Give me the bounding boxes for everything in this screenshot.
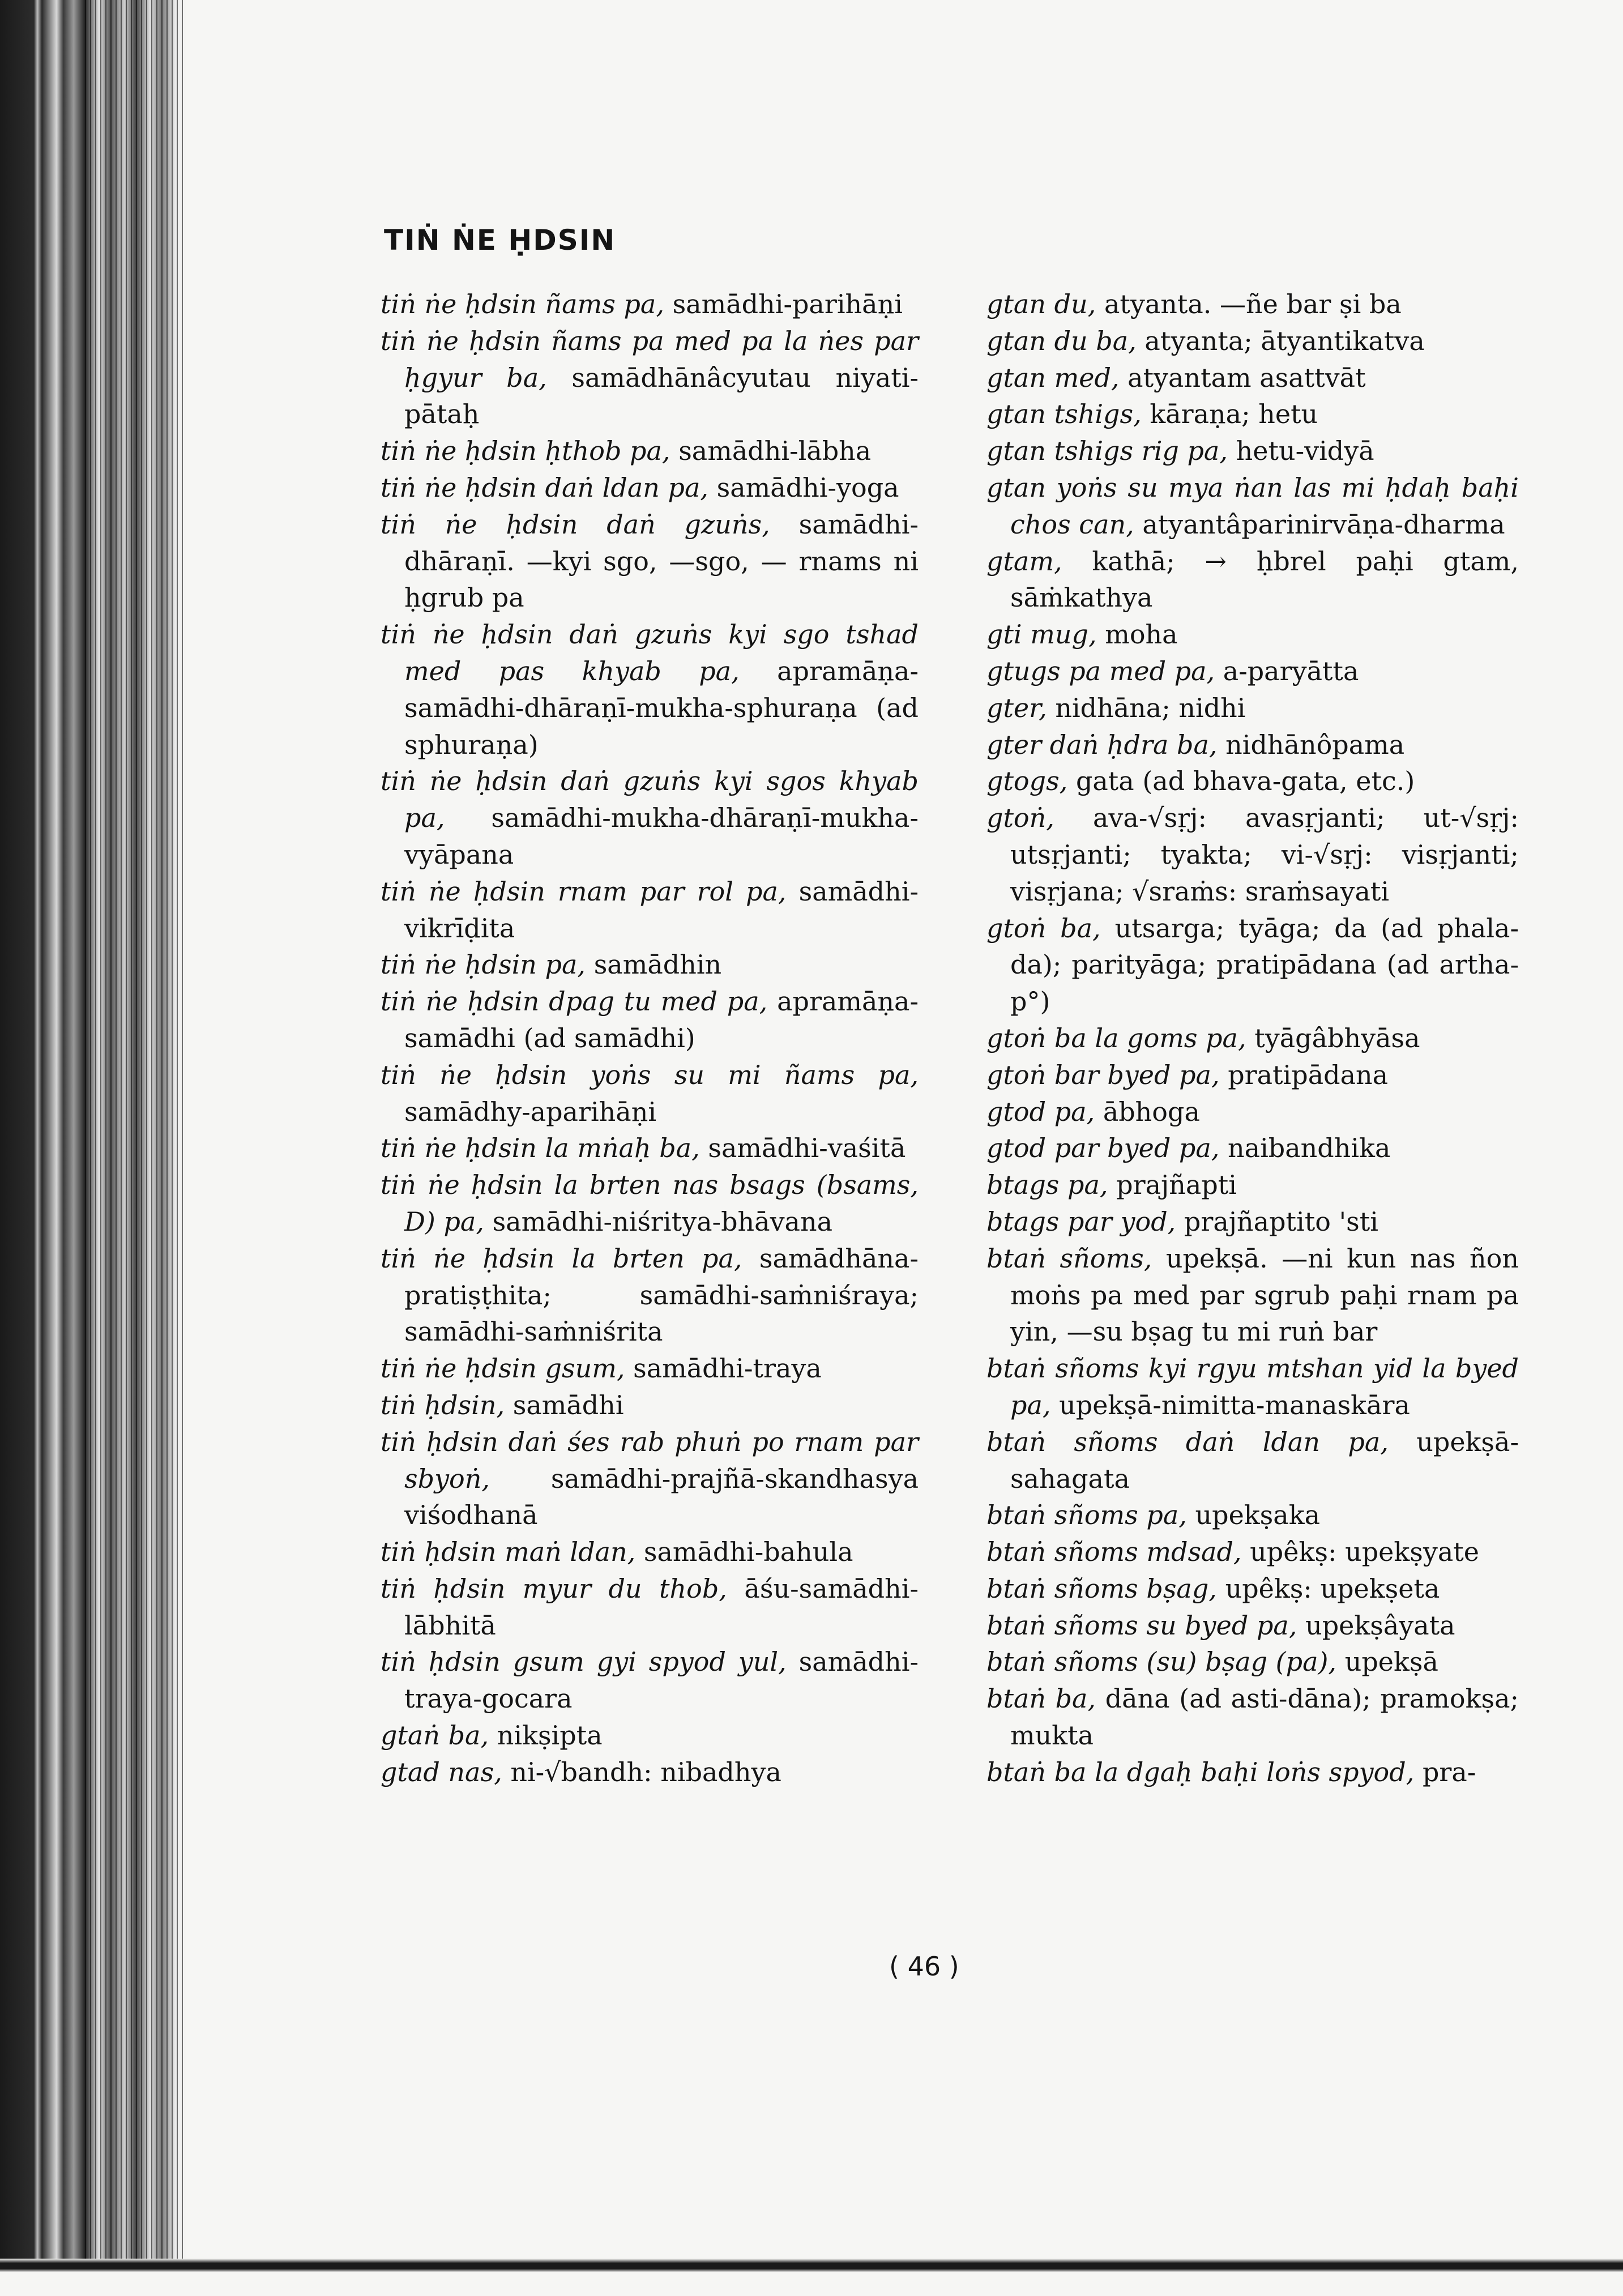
page-edge-lines bbox=[85, 0, 187, 2296]
entry: tiṅ ḥdsin, samādhi bbox=[381, 1389, 624, 1420]
entry: tiṅ ṅe ḥdsin ñams pa, samādhi-parihāṇi bbox=[381, 289, 903, 319]
entry: gter daṅ ḥdra ba, nidhānôpama bbox=[986, 729, 1405, 760]
entry: gtoṅ ba la goms pa, tyāgâbhyāsa bbox=[986, 1022, 1420, 1053]
entry: btaṅ sñoms mdsad, upêkṣ: upekṣyate bbox=[986, 1537, 1479, 1568]
entry: btaṅ sñoms su byed pa, upekṣâyata bbox=[986, 1610, 1455, 1641]
entry: tiṅ ṅe ḥdsin rnam par rol pa, samādhi-vikrīḍita bbox=[381, 876, 919, 944]
entry: gtan tshigs, kāraṇa; hetu bbox=[986, 399, 1318, 430]
entry: tiṅ ṅe ḥdsin la brten nas bsags (bsams, D) pa, samādhi-niśritya-bhāvana bbox=[381, 1170, 919, 1237]
entry: gti mug, moha bbox=[986, 619, 1178, 650]
right-column bbox=[986, 286, 1519, 1791]
entry: gtoṅ bar byed pa, pratipādana bbox=[986, 1059, 1389, 1090]
entry: gtod pa, ābhoga bbox=[986, 1096, 1200, 1127]
entry: gtam, kathā; → ḥbrel paḥi gtam, sāṁkathya bbox=[986, 545, 1519, 613]
entry: tiṅ ṅe ḥdsin la brten pa, samādhāna-pratiṣṭhita; samādhi-saṁniśraya; samādhi-saṁniśrita bbox=[381, 1243, 919, 1347]
entry: btaṅ sñoms kyi rgyu mtshan yid la byed pa, upekṣā-nimitta-manaskāra bbox=[986, 1353, 1519, 1420]
entry: gtan med, atyantam asattvāt bbox=[986, 362, 1366, 393]
entry: tiṅ ṅe ḥdsin daṅ ldan pa, samādhi-yoga bbox=[381, 472, 899, 503]
entry: gtoṅ, ava-√sṛj: avasṛjanti; ut-√sṛj: utsṛjanti; tyakta; vi-√sṛj: visṛjanti; visṛjana; √sraṁs: sraṁsayati bbox=[986, 803, 1519, 907]
entry: tiṅ ṅe ḥdsin gsum, samādhi-traya bbox=[381, 1353, 822, 1384]
entry: btaṅ ba, dāna (ad asti-dāna); pramokṣa; mukta bbox=[986, 1683, 1519, 1751]
entry: btaṅ sñoms bṣag, upêkṣ: upekṣeta bbox=[986, 1573, 1440, 1604]
left-column bbox=[381, 286, 919, 1791]
entry: tiṅ ṅe ḥdsin yoṅs su mi ñams pa, samādhy-aparihāṇi bbox=[381, 1059, 919, 1127]
page-number: ( 46 ) bbox=[889, 1951, 959, 1982]
entry: btaṅ sñoms pa, upekṣaka bbox=[986, 1500, 1320, 1531]
entry: tiṅ ḥdsin myur du thob, āśu-samādhi-lābhitā bbox=[381, 1573, 919, 1641]
entry: btags par yod, prajñaptito 'sti bbox=[986, 1206, 1378, 1237]
entry: tiṅ ḥdsin maṅ ldan, samādhi-bahula bbox=[381, 1537, 853, 1568]
running-head: TIṄ ṄE ḤDSIN bbox=[384, 224, 616, 257]
entry: gtogs, gata (ad bhava-gata, etc.) bbox=[986, 766, 1415, 797]
entry: gter, nidhāna; nidhi bbox=[986, 692, 1246, 723]
entry: tiṅ ḥdsin daṅ śes rab phuṅ po rnam par sbyoṅ, samādhi-prajñā-skandhasya viśodhanā bbox=[381, 1426, 919, 1531]
entry: tiṅ ḥdsin gsum gyi spyod yul, samādhi-traya-gocara bbox=[381, 1646, 919, 1714]
entry: gtan tshigs rig pa, hetu-vidyā bbox=[986, 436, 1374, 467]
entry: tiṅ ṅe ḥdsin la mṅaḥ ba, samādhi-vaśitā bbox=[381, 1133, 906, 1164]
entry: gtan yoṅs su mya ṅan las mi ḥdaḥ baḥi chos can, atyantâparinirvāṇa-dharma bbox=[986, 472, 1519, 540]
entry: btaṅ sñoms (su) bṣag (pa), upekṣā bbox=[986, 1646, 1438, 1678]
entry: gtan du, atyanta. —ñe bar ṣi ba bbox=[986, 289, 1402, 319]
scan-bottom-band bbox=[0, 2259, 1623, 2296]
entry: tiṅ ṅe ḥdsin dpag tu med pa, apramāṇa-samādhi (ad samādhi) bbox=[381, 986, 919, 1053]
entry: btaṅ ba la dgaḥ baḥi loṅs spyod, pra- bbox=[986, 1756, 1476, 1787]
entry: tiṅ ṅe ḥdsin daṅ gzuṅs kyi sgos khyab pa, samādhi-mukha-dhāraṇī-mukha-vyāpana bbox=[381, 766, 919, 870]
entry: tiṅ ṅe ḥdsin daṅ gzuṅs, samādhi-dhāraṇī. —kyi sgo, —sgo, — rnams ni ḥgrub pa bbox=[381, 509, 919, 613]
entry: gtan du ba, atyanta; ātyantikatva bbox=[986, 325, 1425, 356]
entry: gtoṅ ba, utsarga; tyāga; da (ad phala-da); parityāga; pratipādana (ad artha-p°) bbox=[986, 912, 1519, 1017]
entry: btaṅ sñoms, upekṣā. —ni kun nas ñon moṅs pa med par sgrub paḥi rnam pa yin, —su bṣag tu mi ruṅ bar bbox=[986, 1243, 1519, 1347]
entry: tiṅ ṅe ḥdsin daṅ gzuṅs kyi sgo tshad med pas khyab pa, apramāṇa-samādhi-dhāraṇī-mukha-sphuraṇa (ad sphuraṇa) bbox=[381, 619, 919, 760]
entry: tiṅ ṅe ḥdsin ḥthob pa, samādhi-lābha bbox=[381, 436, 872, 467]
entry: gtugs pa med pa, a-paryātta bbox=[986, 655, 1359, 686]
entry: gtaṅ ba, nikṣipta bbox=[381, 1720, 603, 1751]
entry: tiṅ ṅe ḥdsin pa, samādhin bbox=[381, 949, 722, 980]
entry: btags pa, prajñapti bbox=[986, 1170, 1237, 1201]
entry: btaṅ sñoms daṅ ldan pa, upekṣā-sahagata bbox=[986, 1426, 1519, 1494]
entry: gtad nas, ni-√bandh: nibadhya bbox=[381, 1756, 781, 1787]
entry: gtod par byed pa, naibandhika bbox=[986, 1133, 1391, 1164]
entry: tiṅ ṅe ḥdsin ñams pa med pa la ṅes par ḥgyur ba, samādhānâcyutau niyati-pātaḥ bbox=[381, 325, 919, 430]
